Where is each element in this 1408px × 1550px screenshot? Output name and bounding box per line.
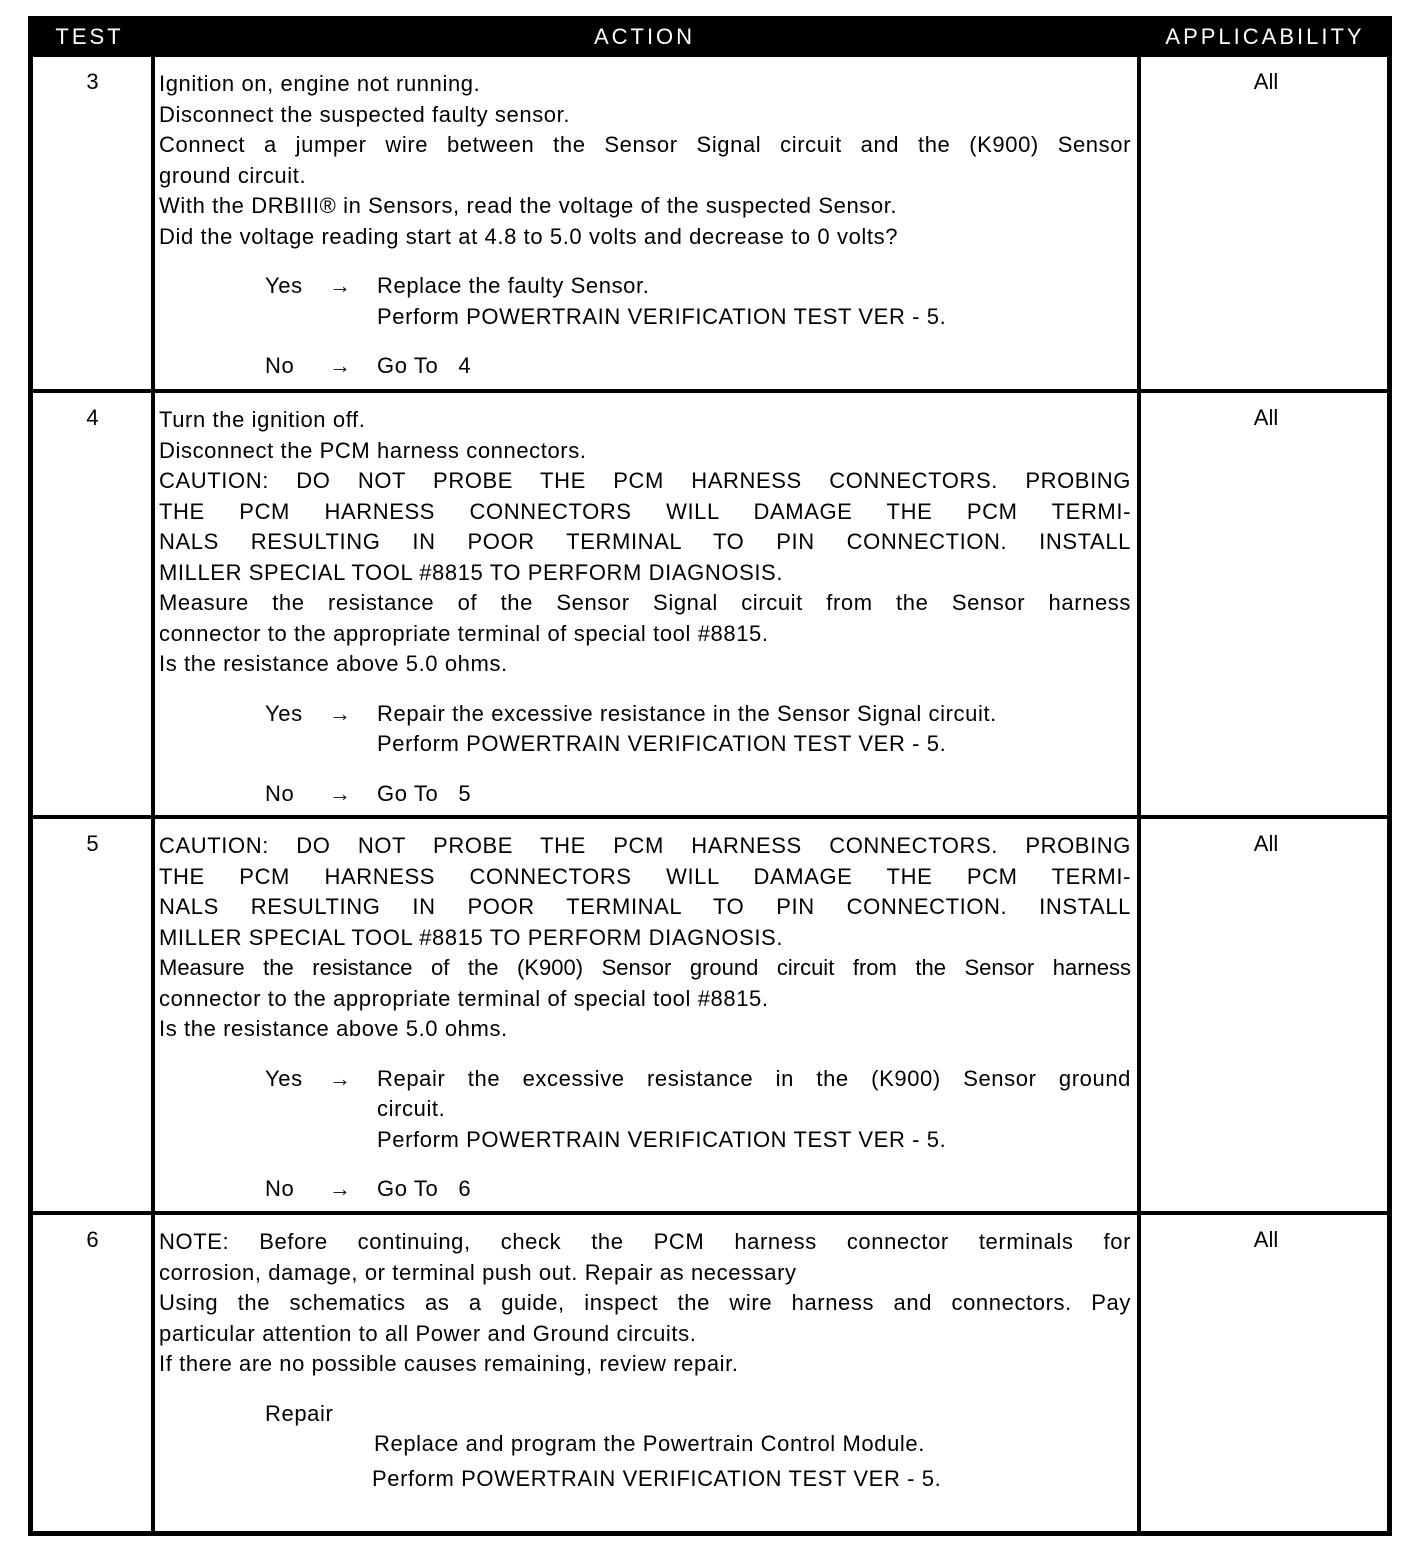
action-line: NALS RESULTING IN POOR TERMINAL TO PIN CONNECTION. INSTALL [159,894,1131,919]
test-number: 5 [86,831,99,856]
arrow-icon: → [329,273,352,298]
action-line: Turn the ignition off. [159,407,366,432]
action-line: NOTE: Before continuing, check the PCM harness connector terminals for [159,1229,1131,1254]
action-cell [159,831,1131,1205]
no-label: No [265,1176,295,1201]
no-label: No [265,353,295,378]
arrow-icon: → [329,780,352,806]
action-line: Is the resistance above 5.0 ohms. [159,651,508,676]
yes-text: Repair the excessive resistance in the Sensor Signal circuit. [377,700,997,726]
header-applicability: APPLICABILITY [1165,24,1365,49]
applicability-value: All [1253,405,1279,430]
action-line: connector to the appropriate terminal of special tool #8815. [159,985,769,1011]
yes-text-line-2: Perform POWERTRAIN VERIFICATION TEST VER - 5. [377,731,947,756]
test-number: 3 [86,69,99,94]
no-text: Go To 4 [377,353,472,378]
action-line: Ignition on, engine not running. [159,71,481,96]
yes-option [159,699,1131,730]
yes-text-continued: circuit. [377,1096,446,1121]
action-line: particular attention to all Power and Ground circuits. [159,1320,697,1346]
row-divider [33,389,1387,393]
yes-label: Yes [265,273,303,298]
applicability-value: All [1253,69,1279,94]
row-divider [33,1211,1387,1215]
row-divider [33,815,1387,819]
yes-text-line-2: Perform POWERTRAIN VERIFICATION TEST VER - 5. [377,303,947,329]
diagnostic-table [28,16,1392,1536]
action-cell [159,1227,1131,1494]
no-text: Go To 5 [377,780,472,806]
action-line: Did the voltage reading start at 4.8 to 5.0 volts and decrease to 0 volts? [159,223,899,249]
column-divider [151,57,155,1531]
no-label: No [265,780,295,806]
test-number: 6 [86,1227,99,1252]
arrow-icon: → [329,700,352,726]
action-line: Measure the resistance of the (K900) Sensor ground circuit from the Sensor harness [159,955,1131,980]
action-line: NALS RESULTING IN POOR TERMINAL TO PIN CONNECTION. INSTALL [159,529,1131,554]
action-line: Using the schematics as a guide, inspect the wire harness and connectors. Pay [159,1290,1131,1315]
action-line: ground circuit. [159,162,307,188]
header-action: ACTION [593,24,696,49]
repair-text-line-2: Perform POWERTRAIN VERIFICATION TEST VER - 5. [372,1465,942,1491]
no-option [159,1174,1131,1205]
no-option [159,351,1131,382]
header-test: TEST [55,24,124,49]
applicability-value: All [1253,831,1279,856]
action-line: THE PCM HARNESS CONNECTORS WILL DAMAGE THE PCM TERMI- [159,863,1131,889]
action-line: Is the resistance above 5.0 ohms. [159,1016,508,1041]
column-divider [1137,57,1141,1531]
applicability-value: All [1253,1227,1279,1252]
test-number: 4 [86,405,99,430]
arrow-icon: → [329,1065,352,1091]
action-line: Disconnect the PCM harness connectors. [159,437,587,463]
action-line: corrosion, damage, or terminal push out. Repair as necessary [159,1259,797,1285]
yes-label: Yes [265,1065,303,1091]
action-line: THE PCM HARNESS CONNECTORS WILL DAMAGE THE PCM TERMI- [159,498,1131,524]
action-line: Connect a jumper wire between the Sensor Signal circuit and the (K900) Sensor [159,132,1131,157]
action-line: Disconnect the suspected faulty sensor. [159,101,571,127]
arrow-icon: → [329,1176,352,1201]
action-line: connector to the appropriate terminal of special tool #8815. [159,620,769,646]
repair-label: Repair [265,1400,334,1426]
yes-text: Repair the excessive resistance in the (K900) Sensor ground [377,1065,1131,1091]
yes-option [159,1064,1131,1095]
action-line: CAUTION: DO NOT PROBE THE PCM HARNESS CONNECTORS. PROBING [159,833,1131,858]
action-line: With the DRBIII® in Sensors, read the voltage of the suspected Sensor. [159,193,898,218]
yes-option [159,271,1131,302]
action-line: MILLER SPECIAL TOOL #8815 TO PERFORM DIAGNOSIS. [159,559,784,585]
action-cell [159,405,1131,809]
table-header [28,16,1392,57]
action-line: CAUTION: DO NOT PROBE THE PCM HARNESS CONNECTORS. PROBING [159,468,1131,493]
action-line: Measure the resistance of the Sensor Signal circuit from the Sensor harness [159,590,1131,615]
yes-text: Replace the faulty Sensor. [377,273,650,298]
repair-option [159,1399,1131,1430]
no-option [159,779,1131,810]
no-text: Go To 6 [377,1176,472,1201]
action-line: MILLER SPECIAL TOOL #8815 TO PERFORM DIAGNOSIS. [159,924,784,950]
yes-label: Yes [265,700,303,726]
repair-text: Replace and program the Powertrain Control Module. [374,1431,925,1456]
action-cell [159,69,1131,382]
arrow-icon: → [329,353,352,378]
yes-text-line-2: Perform POWERTRAIN VERIFICATION TEST VER - 5. [377,1126,947,1152]
action-line: If there are no possible causes remaining, review repair. [159,1351,739,1376]
